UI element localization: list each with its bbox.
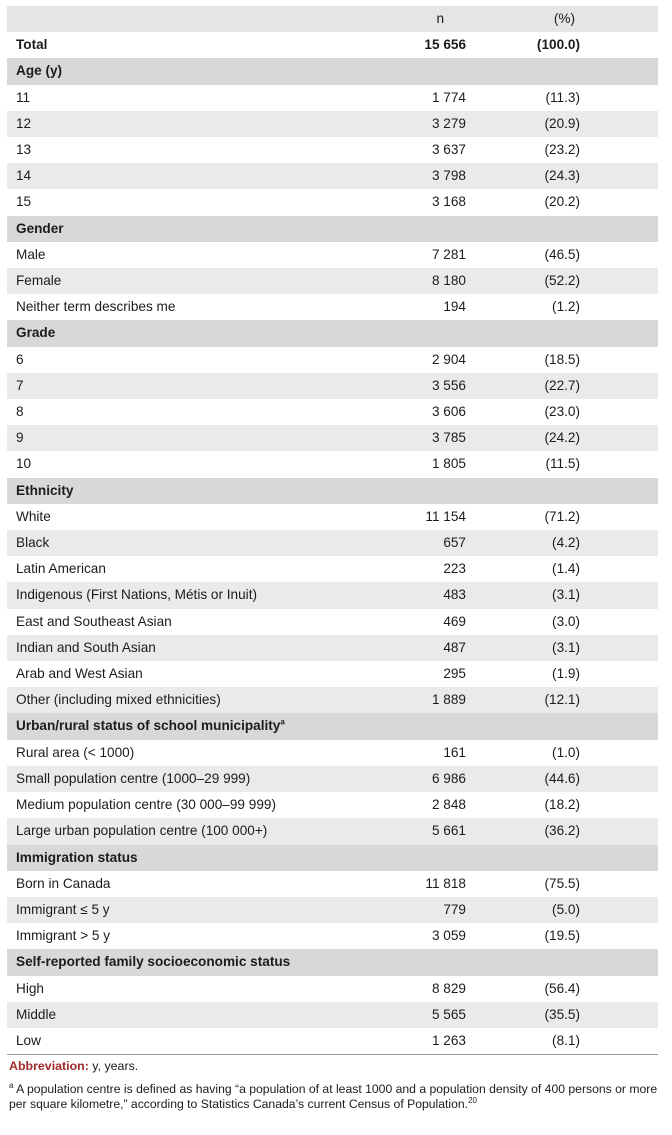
header-n: n bbox=[337, 6, 472, 32]
row-percent: (20.2) bbox=[544, 194, 580, 210]
row-percent: (35.5) bbox=[472, 1002, 658, 1028]
table-row bbox=[7, 137, 658, 163]
row-label: Other (including mixed ethnicities) bbox=[7, 687, 337, 713]
table-row bbox=[7, 373, 658, 399]
row-count: 5 661 bbox=[337, 818, 472, 844]
row-count: 8 180 bbox=[337, 268, 472, 294]
table-bottom-rule bbox=[7, 1054, 658, 1055]
row-percent: (3.1) bbox=[472, 582, 658, 608]
table-row bbox=[7, 1028, 658, 1054]
abbreviation-note bbox=[7, 1059, 658, 1073]
row-count: 3 785 bbox=[337, 425, 472, 451]
footnote-marker: a bbox=[280, 717, 285, 727]
table-row bbox=[7, 294, 658, 320]
row-percent: (1.2) bbox=[552, 299, 580, 315]
row-count: 3 637 bbox=[431, 142, 466, 158]
row-percent: (44.6) bbox=[472, 766, 658, 792]
row-count: 3 606 bbox=[431, 404, 466, 420]
row-label: Middle bbox=[7, 1002, 337, 1028]
row-label: Small population centre (1000–29 999) bbox=[7, 766, 337, 792]
row-label: 13 bbox=[16, 142, 32, 158]
row-label: Total bbox=[16, 37, 48, 53]
section-header-row bbox=[7, 949, 658, 975]
header-pct: (%) bbox=[472, 6, 658, 32]
row-count: 2 904 bbox=[431, 351, 466, 367]
section-header-row bbox=[7, 216, 658, 242]
row-count: 3 556 bbox=[337, 373, 472, 399]
section-label-text: Grade bbox=[16, 325, 56, 341]
section-label-text: Age (y) bbox=[16, 63, 63, 79]
row-count: 3 798 bbox=[337, 163, 472, 189]
row-percent: (3.1) bbox=[472, 635, 658, 661]
row-count: 3 059 bbox=[431, 928, 466, 944]
row-count: 161 bbox=[443, 744, 466, 760]
row-count: 5 565 bbox=[337, 1002, 472, 1028]
demographics-table bbox=[7, 6, 658, 1054]
row-count: 8 829 bbox=[431, 980, 466, 996]
row-percent: (8.1) bbox=[552, 1032, 580, 1048]
row-percent: (52.2) bbox=[472, 268, 658, 294]
row-count: 779 bbox=[337, 897, 472, 923]
section-label-text: Immigration status bbox=[16, 849, 138, 865]
row-label: Low bbox=[16, 1032, 41, 1048]
row-percent: (20.9) bbox=[472, 111, 658, 137]
row-count: 11 818 bbox=[425, 875, 466, 891]
row-label: Rural area (< 1000) bbox=[16, 744, 135, 760]
table-row bbox=[7, 85, 658, 111]
row-percent: (4.2) bbox=[472, 530, 658, 556]
row-count: 6 986 bbox=[337, 766, 472, 792]
row-count: 3 279 bbox=[337, 111, 472, 137]
row-count: 7 281 bbox=[431, 246, 466, 262]
row-label: Indian and South Asian bbox=[7, 635, 337, 661]
table-container bbox=[7, 6, 658, 1112]
section-label-text: Urban/rural status of school municipality bbox=[16, 718, 281, 734]
table-row bbox=[7, 530, 658, 556]
row-count: 15 656 bbox=[424, 37, 466, 53]
row-count: 1 889 bbox=[337, 687, 472, 713]
total-row bbox=[7, 32, 658, 58]
row-count: 657 bbox=[337, 530, 472, 556]
section-label bbox=[7, 216, 658, 242]
row-count: 1 774 bbox=[431, 89, 466, 105]
row-label: White bbox=[16, 508, 51, 524]
row-label: 8 bbox=[16, 404, 24, 420]
table-row bbox=[7, 976, 658, 1002]
section-label bbox=[7, 58, 658, 84]
row-label: 12 bbox=[7, 111, 337, 137]
row-percent: (3.0) bbox=[552, 613, 580, 629]
row-label: 9 bbox=[7, 425, 337, 451]
section-label bbox=[7, 845, 658, 871]
table-row bbox=[7, 897, 658, 923]
row-label: Immigrant ≤ 5 y bbox=[7, 897, 337, 923]
row-percent: (71.2) bbox=[544, 508, 580, 524]
row-label: 7 bbox=[7, 373, 337, 399]
row-label: Born in Canada bbox=[16, 875, 111, 891]
row-percent: (1.4) bbox=[552, 561, 580, 577]
table-row bbox=[7, 268, 658, 294]
section-label bbox=[7, 713, 658, 739]
header-label bbox=[7, 6, 337, 32]
table-row bbox=[7, 635, 658, 661]
abbreviation-text: y, years. bbox=[88, 1059, 139, 1074]
table-header-row bbox=[7, 6, 658, 32]
row-percent: (100.0) bbox=[536, 37, 580, 53]
row-percent: (23.0) bbox=[544, 404, 580, 420]
row-label: Black bbox=[7, 530, 337, 556]
row-label: Female bbox=[7, 268, 337, 294]
row-percent: (23.2) bbox=[544, 142, 580, 158]
table-row bbox=[7, 661, 658, 687]
table-row bbox=[7, 740, 658, 766]
section-header-row bbox=[7, 713, 658, 739]
row-count: 483 bbox=[337, 582, 472, 608]
section-label-text: Ethnicity bbox=[16, 482, 74, 498]
row-label: 6 bbox=[16, 351, 24, 367]
row-count: 2 848 bbox=[431, 797, 466, 813]
section-header-row bbox=[7, 320, 658, 346]
footnote-text: A population centre is defined as having “a population of at least 1000 and a population density of 400 persons or more per square kilometre,” according to Statistics Canada’s current Census of Population. bbox=[9, 1082, 658, 1112]
row-label: 14 bbox=[7, 163, 337, 189]
row-count: 11 154 bbox=[425, 508, 466, 524]
table-row bbox=[7, 111, 658, 137]
section-label bbox=[7, 320, 658, 346]
row-percent: (36.2) bbox=[472, 818, 658, 844]
table-row bbox=[7, 347, 658, 373]
section-label-text: Gender bbox=[16, 220, 64, 236]
table-row bbox=[7, 609, 658, 635]
table-row bbox=[7, 163, 658, 189]
abbreviation-label: Abbreviation: bbox=[9, 1059, 89, 1074]
row-label: Large urban population centre (100 000+) bbox=[7, 818, 337, 844]
row-count: 295 bbox=[443, 666, 466, 682]
table-body bbox=[7, 32, 658, 1054]
table-row bbox=[7, 425, 658, 451]
row-label: Arab and West Asian bbox=[16, 666, 143, 682]
row-percent: (18.2) bbox=[544, 797, 580, 813]
row-label: High bbox=[16, 980, 44, 996]
table-row bbox=[7, 451, 658, 477]
section-label bbox=[7, 478, 658, 504]
row-percent: (11.3) bbox=[545, 89, 580, 105]
row-count: 469 bbox=[443, 613, 466, 629]
table-row bbox=[7, 242, 658, 268]
table-row bbox=[7, 687, 658, 713]
table-row bbox=[7, 766, 658, 792]
section-header-row bbox=[7, 478, 658, 504]
row-percent: (22.7) bbox=[472, 373, 658, 399]
section-label bbox=[7, 949, 658, 975]
row-percent: (75.5) bbox=[544, 875, 580, 891]
table-row bbox=[7, 189, 658, 215]
row-percent: (1.0) bbox=[552, 744, 580, 760]
row-count: 3 168 bbox=[431, 194, 466, 210]
table-row bbox=[7, 923, 658, 949]
row-label: East and Southeast Asian bbox=[16, 613, 172, 629]
table-row bbox=[7, 504, 658, 530]
section-header-row bbox=[7, 58, 658, 84]
row-count: 1 263 bbox=[431, 1032, 466, 1048]
row-percent: (11.5) bbox=[545, 456, 580, 472]
row-percent: (19.5) bbox=[544, 928, 580, 944]
row-percent: (46.5) bbox=[544, 246, 580, 262]
footnote bbox=[7, 1082, 664, 1112]
table-row bbox=[7, 582, 658, 608]
footnote-ref: 20 bbox=[468, 1096, 477, 1106]
row-count: 487 bbox=[337, 635, 472, 661]
row-percent: (1.9) bbox=[552, 666, 580, 682]
row-count: 223 bbox=[443, 561, 466, 577]
table-row bbox=[7, 399, 658, 425]
table-row bbox=[7, 871, 658, 897]
row-percent: (24.3) bbox=[472, 163, 658, 189]
row-count: 194 bbox=[443, 299, 466, 315]
row-label: 10 bbox=[16, 456, 32, 472]
row-count: 1 805 bbox=[431, 456, 466, 472]
row-label: Latin American bbox=[16, 561, 106, 577]
row-label: Indigenous (First Nations, Métis or Inuit) bbox=[7, 582, 337, 608]
row-label: Immigrant > 5 y bbox=[16, 928, 111, 944]
row-percent: (18.5) bbox=[544, 351, 580, 367]
table-row bbox=[7, 556, 658, 582]
row-percent: (12.1) bbox=[472, 687, 658, 713]
table-row bbox=[7, 1002, 658, 1028]
row-percent: (5.0) bbox=[472, 897, 658, 923]
row-percent: (24.2) bbox=[472, 425, 658, 451]
row-label: 11 bbox=[16, 89, 31, 105]
section-header-row bbox=[7, 845, 658, 871]
row-label: 15 bbox=[16, 194, 32, 210]
row-label: Medium population centre (30 000–99 999) bbox=[16, 797, 276, 813]
row-label: Neither term describes me bbox=[16, 299, 176, 315]
table-row bbox=[7, 792, 658, 818]
table-row bbox=[7, 818, 658, 844]
row-percent: (56.4) bbox=[544, 980, 580, 996]
section-label-text: Self-reported family socioeconomic status bbox=[16, 954, 291, 970]
footnote-marker: a bbox=[9, 1081, 14, 1091]
row-label: Male bbox=[16, 246, 46, 262]
